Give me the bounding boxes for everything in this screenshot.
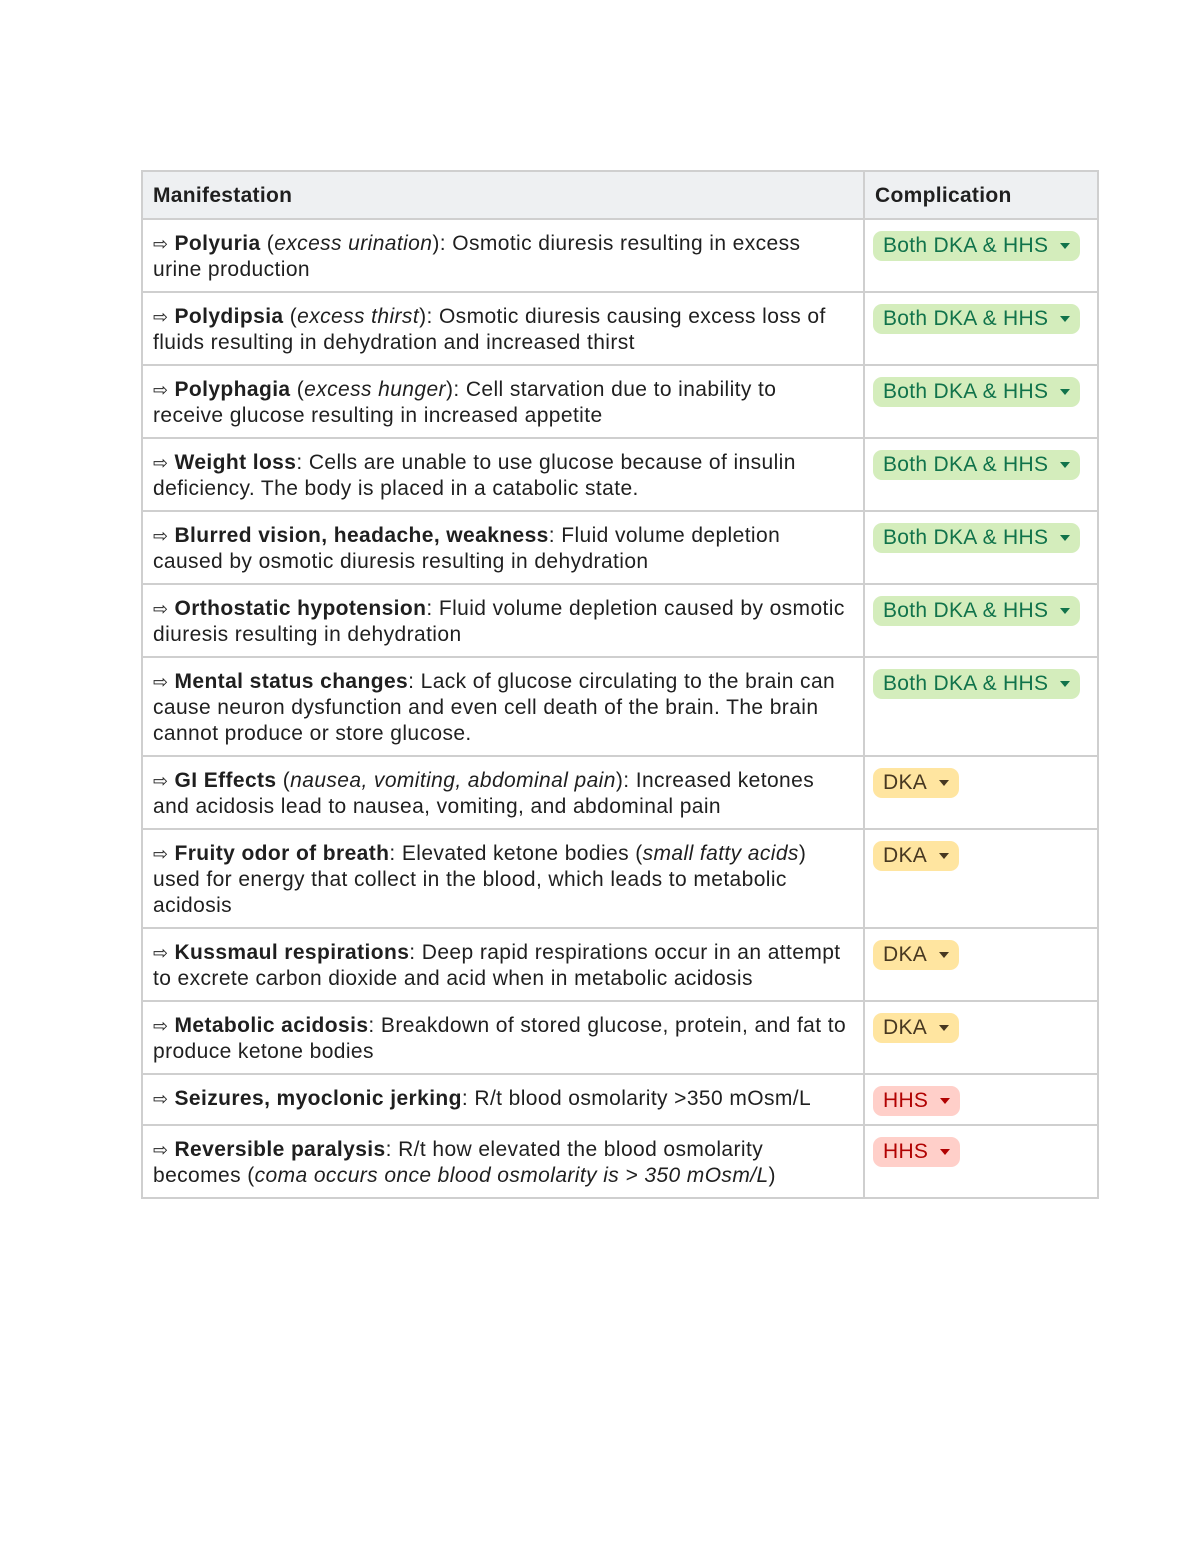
complication-cell <box>864 584 1098 657</box>
arrow-bullet-icon: ⇨ <box>153 844 169 864</box>
manifestation-note: excess thirst <box>297 305 420 328</box>
arrow-bullet-icon: ⇨ <box>153 672 169 692</box>
complication-label: Both DKA & HHS <box>883 526 1049 549</box>
manifestation-cell[interactable]: ⇨ Polydipsia (excess thirst): Osmotic diuresis causing excess loss of fluids resulting in dehydration and increased thirst <box>142 292 864 365</box>
manifestation-term: Mental status changes <box>174 670 409 693</box>
caret-down-icon <box>939 853 949 859</box>
table-body <box>142 219 1098 1198</box>
complication-cell <box>864 438 1098 511</box>
complication-dropdown-chip[interactable] <box>873 1013 959 1043</box>
complication-dropdown-chip[interactable] <box>873 768 959 798</box>
caret-down-icon <box>939 780 949 786</box>
manifestation-cell[interactable]: ⇨ Polyuria (excess urination): Osmotic diuresis resulting in excess urine production <box>142 219 864 292</box>
arrow-bullet-icon: ⇨ <box>153 1140 169 1160</box>
manifestation-desc: Deep rapid respirations occur in an attempt to excrete carbon dioxide and acid when in metabolic acidosis <box>153 941 841 990</box>
caret-down-icon <box>1060 243 1070 249</box>
table-row <box>142 365 1098 438</box>
manifestation-desc: Osmotic diuresis causing excess loss of fluids resulting in dehydration and increased thirst <box>153 305 826 354</box>
arrow-bullet-icon: ⇨ <box>153 599 169 619</box>
complication-label: Both DKA & HHS <box>883 234 1049 257</box>
complication-dropdown-chip[interactable] <box>873 940 959 970</box>
manifestation-term: Seizures, myoclonic jerking <box>174 1087 462 1110</box>
manifestation-note: nausea, vomiting, abdominal pain <box>290 769 616 792</box>
complication-cell <box>864 657 1098 756</box>
complication-dropdown-chip[interactable] <box>873 1086 960 1116</box>
complication-cell <box>864 365 1098 438</box>
complication-cell <box>864 1074 1098 1125</box>
table-row <box>142 438 1098 511</box>
arrow-bullet-icon: ⇨ <box>153 943 169 963</box>
complication-dropdown-chip[interactable] <box>873 304 1080 334</box>
complication-dropdown-chip[interactable] <box>873 450 1080 480</box>
manifestation-desc-em: coma occurs once blood osmolarity is > 350 mOsm/L <box>254 1164 769 1187</box>
manifestation-term: Blurred vision, headache, weakness <box>174 524 549 547</box>
manifestation-term: Kussmaul respirations <box>174 941 410 964</box>
arrow-bullet-icon: ⇨ <box>153 526 169 546</box>
arrow-bullet-icon: ⇨ <box>153 1016 169 1036</box>
caret-down-icon <box>1060 316 1070 322</box>
manifestation-cell[interactable]: ⇨ Weight loss: Cells are unable to use glucose because of insulin deficiency. The body is placed in a catabolic state. <box>142 438 864 511</box>
caret-down-icon <box>1060 462 1070 468</box>
manifestation-desc-pre: R/t how elevated the blood osmolarity becomes ( <box>153 1138 764 1187</box>
complication-cell <box>864 292 1098 365</box>
complication-label: DKA <box>883 844 928 867</box>
complication-cell <box>864 1125 1098 1198</box>
complication-label: DKA <box>883 771 928 794</box>
complication-cell <box>864 219 1098 292</box>
complication-label: DKA <box>883 943 928 966</box>
complication-dropdown-chip[interactable] <box>873 231 1080 261</box>
manifestation-desc: Cells are unable to use glucose because of insulin deficiency. The body is placed in a catabolic state. <box>153 451 796 500</box>
manifestation-cell[interactable]: ⇨ GI Effects (nausea, vomiting, abdominal pain): Increased ketones and acidosis lead to nausea, vomiting, and abdominal pain <box>142 756 864 829</box>
table-row <box>142 1001 1098 1074</box>
table-row <box>142 1074 1098 1125</box>
arrow-bullet-icon: ⇨ <box>153 307 169 327</box>
arrow-bullet-icon: ⇨ <box>153 453 169 473</box>
manifestation-desc: ) <box>768 1164 776 1187</box>
complication-dropdown-chip[interactable] <box>873 841 959 871</box>
manifestation-term: Polydipsia <box>174 305 284 328</box>
manifestation-cell[interactable]: ⇨ Seizures, myoclonic jerking: R/t blood osmolarity >350 mOsm/L <box>142 1074 864 1125</box>
manifestation-term: Reversible paralysis <box>174 1138 386 1161</box>
caret-down-icon <box>1060 389 1070 395</box>
manifestation-desc: Fluid volume depletion caused by osmotic diuresis resulting in dehydration <box>153 524 781 573</box>
manifestation-term: Orthostatic hypotension <box>174 597 427 620</box>
manifestation-cell[interactable]: ⇨ Mental status changes: Lack of glucose circulating to the brain can cause neuron dysfunction and even cell death of the brain. The brain cannot produce or store glucose. <box>142 657 864 756</box>
manifestation-desc: R/t blood osmolarity >350 mOsm/L <box>474 1087 812 1110</box>
manifestation-cell[interactable]: ⇨ Polyphagia (excess hunger): Cell starvation due to inability to receive glucose resulting in increased appetite <box>142 365 864 438</box>
caret-down-icon <box>1060 681 1070 687</box>
arrow-bullet-icon: ⇨ <box>153 771 169 791</box>
table-row <box>142 657 1098 756</box>
complication-label: Both DKA & HHS <box>883 672 1049 695</box>
caret-down-icon <box>1060 535 1070 541</box>
complication-label: HHS <box>883 1140 929 1163</box>
caret-down-icon <box>939 952 949 958</box>
table-row <box>142 928 1098 1001</box>
complication-dropdown-chip[interactable] <box>873 669 1080 699</box>
arrow-bullet-icon: ⇨ <box>153 1089 169 1109</box>
complication-label: Both DKA & HHS <box>883 453 1049 476</box>
table-row <box>142 1125 1098 1198</box>
manifestation-desc: Fluid volume depletion caused by osmotic diuresis resulting in dehydration <box>153 597 845 646</box>
complication-label: Both DKA & HHS <box>883 307 1049 330</box>
manifestation-desc: Osmotic diuresis resulting in excess urine production <box>153 232 801 281</box>
arrow-bullet-icon: ⇨ <box>153 380 169 400</box>
caret-down-icon <box>1060 608 1070 614</box>
complication-label: Both DKA & HHS <box>883 599 1049 622</box>
table-row <box>142 756 1098 829</box>
manifestation-note: excess hunger <box>304 378 446 401</box>
complication-label: DKA <box>883 1016 928 1039</box>
complication-dropdown-chip[interactable] <box>873 523 1080 553</box>
manifestation-note: excess urination <box>274 232 433 255</box>
caret-down-icon <box>939 1025 949 1031</box>
complication-cell <box>864 511 1098 584</box>
manifestation-cell[interactable]: ⇨ Reversible paralysis: R/t how elevated the blood osmolarity becomes (coma occurs once blood osmolarity is > 350 mOsm/L) <box>142 1125 864 1198</box>
table-row <box>142 829 1098 928</box>
manifestation-desc-em: small fatty acids <box>642 842 799 865</box>
complication-dropdown-chip[interactable] <box>873 377 1080 407</box>
complication-label: HHS <box>883 1089 929 1112</box>
manifestation-cell[interactable]: ⇨ Orthostatic hypotension: Fluid volume depletion caused by osmotic diuresis resulting in dehydration <box>142 584 864 657</box>
manifestation-term: Metabolic acidosis <box>174 1014 369 1037</box>
header-manifestation[interactable]: Manifestation <box>142 171 864 219</box>
complication-dropdown-chip[interactable] <box>873 1137 960 1167</box>
arrow-bullet-icon: ⇨ <box>153 234 169 254</box>
manifestation-desc: Increased ketones and acidosis lead to nausea, vomiting, and abdominal pain <box>153 769 815 818</box>
manifestation-desc: Cell starvation due to inability to receive glucose resulting in increased appetite <box>153 378 777 427</box>
header-row <box>142 171 1098 219</box>
complication-cell <box>864 928 1098 1001</box>
complication-cell <box>864 829 1098 928</box>
manifestation-cell[interactable]: ⇨ Kussmaul respirations: Deep rapid respirations occur in an attempt to excrete carbon dioxide and acid when in metabolic acidosis <box>142 928 864 1001</box>
manifestation-term: Weight loss <box>174 451 297 474</box>
complication-label: Both DKA & HHS <box>883 380 1049 403</box>
manifestation-term: Polyuria <box>174 232 261 255</box>
table-row <box>142 219 1098 292</box>
caret-down-icon <box>940 1149 950 1155</box>
manifestation-cell[interactable]: ⇨ Blurred vision, headache, weakness: Fluid volume depletion caused by osmotic diuresis resulting in dehydration <box>142 511 864 584</box>
manifestation-desc: Breakdown of stored glucose, protein, and fat to produce ketone bodies <box>153 1014 847 1063</box>
manifestation-desc: Lack of glucose circulating to the brain can cause neuron dysfunction and even cell death of the brain. The brain cannot produce or store glucose. <box>153 670 836 745</box>
complication-cell <box>864 1001 1098 1074</box>
caret-down-icon <box>940 1098 950 1104</box>
manifestation-cell[interactable]: ⇨ Metabolic acidosis: Breakdown of stored glucose, protein, and fat to produce ketone bodies <box>142 1001 864 1074</box>
table-row <box>142 584 1098 657</box>
manifestation-term: Polyphagia <box>174 378 291 401</box>
manifestation-desc: ) used for energy that collect in the blood, which leads to metabolic acidosis <box>153 842 807 917</box>
complication-dropdown-chip[interactable] <box>873 596 1080 626</box>
table-row <box>142 292 1098 365</box>
manifestation-term: Fruity odor of breath <box>174 842 390 865</box>
header-complication[interactable]: Complication <box>864 171 1098 219</box>
table-row <box>142 511 1098 584</box>
manifestation-term: GI Effects <box>174 769 277 792</box>
manifestation-cell[interactable]: ⇨ Fruity odor of breath: Elevated ketone bodies (small fatty acids) used for energy that collect in the blood, which leads to metabolic acidosis <box>142 829 864 928</box>
manifestation-table <box>141 170 1099 1199</box>
complication-cell <box>864 756 1098 829</box>
manifestation-desc-pre: Elevated ketone bodies ( <box>401 842 643 865</box>
